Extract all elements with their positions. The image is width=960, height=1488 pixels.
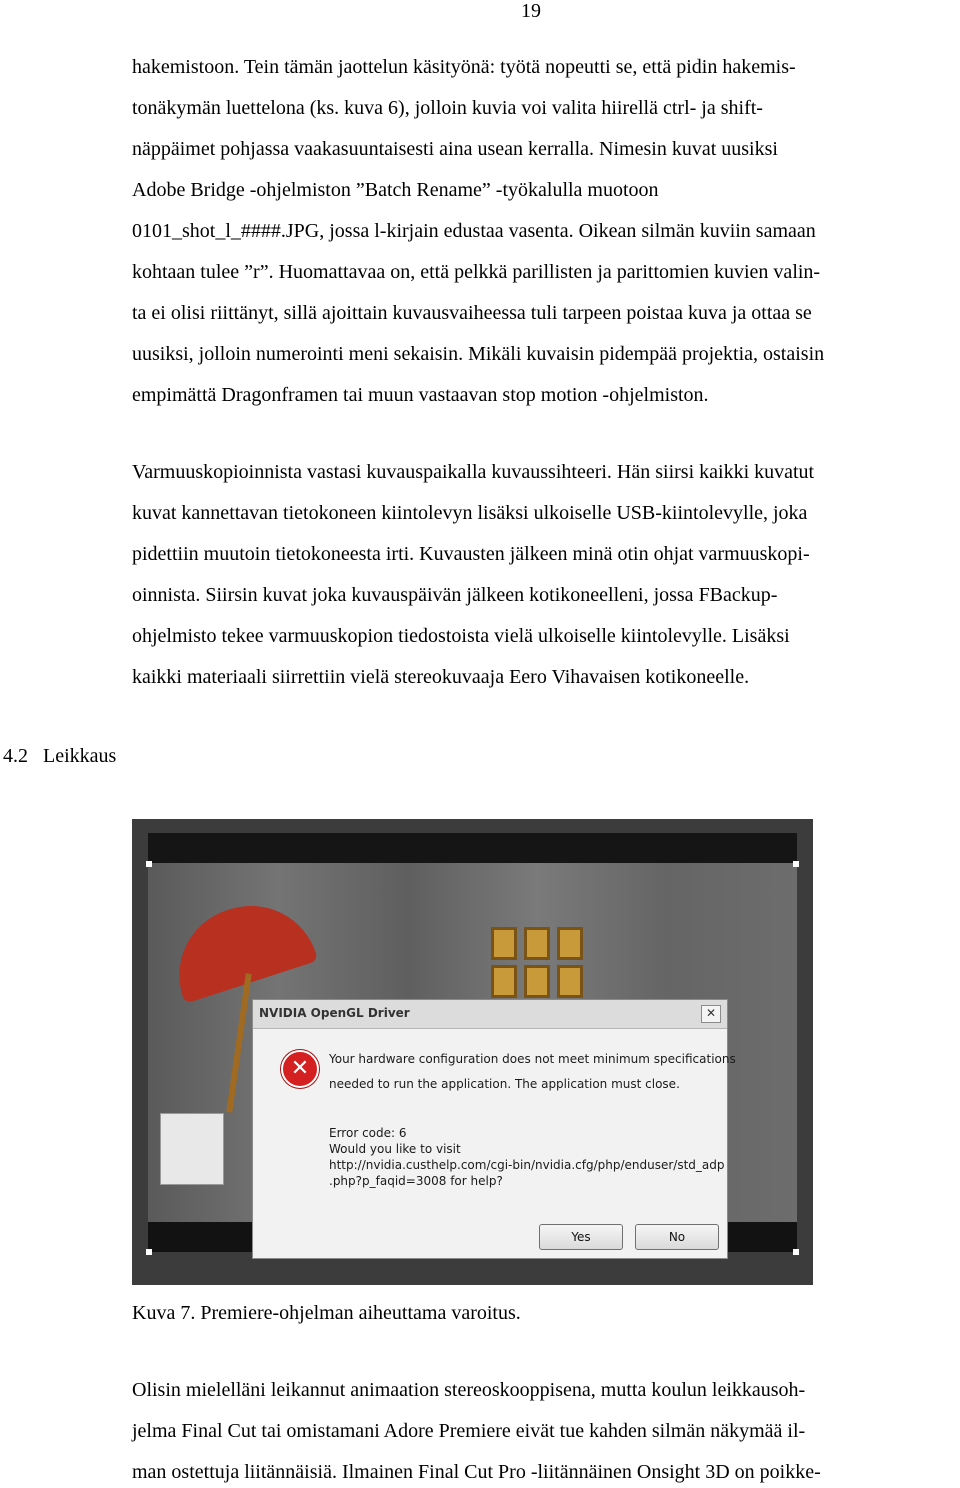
text-line: man ostettuja liitännäisiä. Ilmainen Final Cut Pro -liitännäinen Onsight 3D on poikke- <box>132 1461 821 1483</box>
close-icon[interactable]: ✕ <box>701 1005 721 1023</box>
error-icon: ✕ <box>281 1050 319 1088</box>
text-line: näppäimet pohjassa vaakasuuntaisesti aina usean kerralla. Nimesin kuvat uusiksi <box>132 138 778 160</box>
text-line: kohtaan tulee ”r”. Huomattavaa on, että pelkkä parillisten ja parittomien kuvien valin- <box>132 261 821 283</box>
section-heading <box>3 744 116 768</box>
text-line: kaikki materiaali siirrettiin vielä stereokuvaaja Eero Vihavaisen kotikoneelle. <box>132 666 750 688</box>
figure-caption: Kuva 7. Premiere-ohjelman aiheuttama varoitus. <box>132 1302 521 1324</box>
dialog-detail: http://nvidia.custhelp.com/cgi-bin/nvidia.cfg/php/enduser/std_adp <box>329 1158 725 1172</box>
text-line: ohjelmisto tekee varmuuskopion tiedostoista vielä ulkoiselle kiintolevylle. Lisäksi <box>132 625 790 647</box>
text-line: kuvat kannettavan tietokoneen kiintolevyn lisäksi ulkoiselle USB-kiintolevylle, joka <box>132 502 808 524</box>
crop-handle <box>793 861 799 867</box>
portrait-frame <box>524 965 550 998</box>
dialog-detail: .php?p_faqid=3008 for help? <box>329 1174 503 1188</box>
crop-handle <box>146 861 152 867</box>
portrait-frame <box>557 965 583 998</box>
text-line: pidettiin muutoin tietokoneesta irti. Kuvausten jälkeen minä otin ohjat varmuuskopi- <box>132 543 810 565</box>
lamp-shade <box>162 888 319 1004</box>
page-number: 19 <box>521 0 541 22</box>
dialog-title: NVIDIA OpenGL Driver <box>259 1006 410 1020</box>
lamp-pole <box>226 973 251 1112</box>
letterbox-top <box>148 833 797 863</box>
dialog-message: needed to run the application. The application must close. <box>329 1077 680 1091</box>
text-line: 0101_shot_l_####.JPG, jossa l-kirjain edustaa vasenta. Oikean silmän kuviin samaan <box>132 220 816 242</box>
portrait-frame <box>557 927 583 960</box>
text-line: oinnista. Siirsin kuvat joka kuvauspäivän jälkeen kotikoneelleni, jossa FBackup- <box>132 584 778 606</box>
portrait-frame <box>491 927 517 960</box>
yes-button[interactable]: Yes <box>539 1224 623 1250</box>
crop-handle <box>793 1249 799 1255</box>
text-line: empimättä Dragonframen tai muun vastaavan stop motion -ohjelmiston. <box>132 384 709 406</box>
text-line: Adobe Bridge -ohjelmiston ”Batch Rename” -työkalulla muotoon <box>132 179 659 201</box>
dialog-detail: Error code: 6 <box>329 1126 407 1140</box>
text-line: hakemistoon. Tein tämän jaottelun käsityönä: työtä nopeutti se, että pidin hakemis- <box>132 56 796 78</box>
section-title: Leikkaus <box>43 745 117 767</box>
no-button[interactable]: No <box>635 1224 719 1250</box>
text-line: ta ei olisi riittänyt, sillä ajoittain kuvausvaiheessa tuli tarpeen poistaa kuva ja ottaa se <box>132 302 812 324</box>
dialog-title-bar <box>253 1000 727 1029</box>
text-line: uusiksi, jolloin numerointi meni sekaisin. Mikäli kuvaisin pidempää projektia, ostaisin <box>132 343 825 365</box>
text-line: Varmuuskopioinnista vastasi kuvauspaikalla kuvaussihteeri. Hän siirsi kaikki kuvatut <box>132 461 815 483</box>
portrait-frame <box>524 927 550 960</box>
card-stack <box>160 1113 224 1185</box>
text-line: tonäkymän luettelona (ks. kuva 6), jolloin kuvia voi valita hiirellä ctrl- ja shift- <box>132 97 763 119</box>
error-dialog <box>252 999 736 1259</box>
text-line: Olisin mielelläni leikannut animaation stereoskooppisena, mutta koulun leikkausoh- <box>132 1379 806 1401</box>
screenshot-figure <box>132 819 813 1285</box>
crop-handle <box>146 1249 152 1255</box>
dialog-detail: Would you like to visit <box>329 1142 461 1156</box>
portrait-frame <box>491 965 517 998</box>
section-number: 4.2 <box>3 745 28 767</box>
text-line: jelma Final Cut tai omistamani Adore Premiere eivät tue kahden silmän näkymää il- <box>132 1420 806 1442</box>
dialog-message: Your hardware configuration does not meet minimum specifications <box>329 1052 736 1066</box>
